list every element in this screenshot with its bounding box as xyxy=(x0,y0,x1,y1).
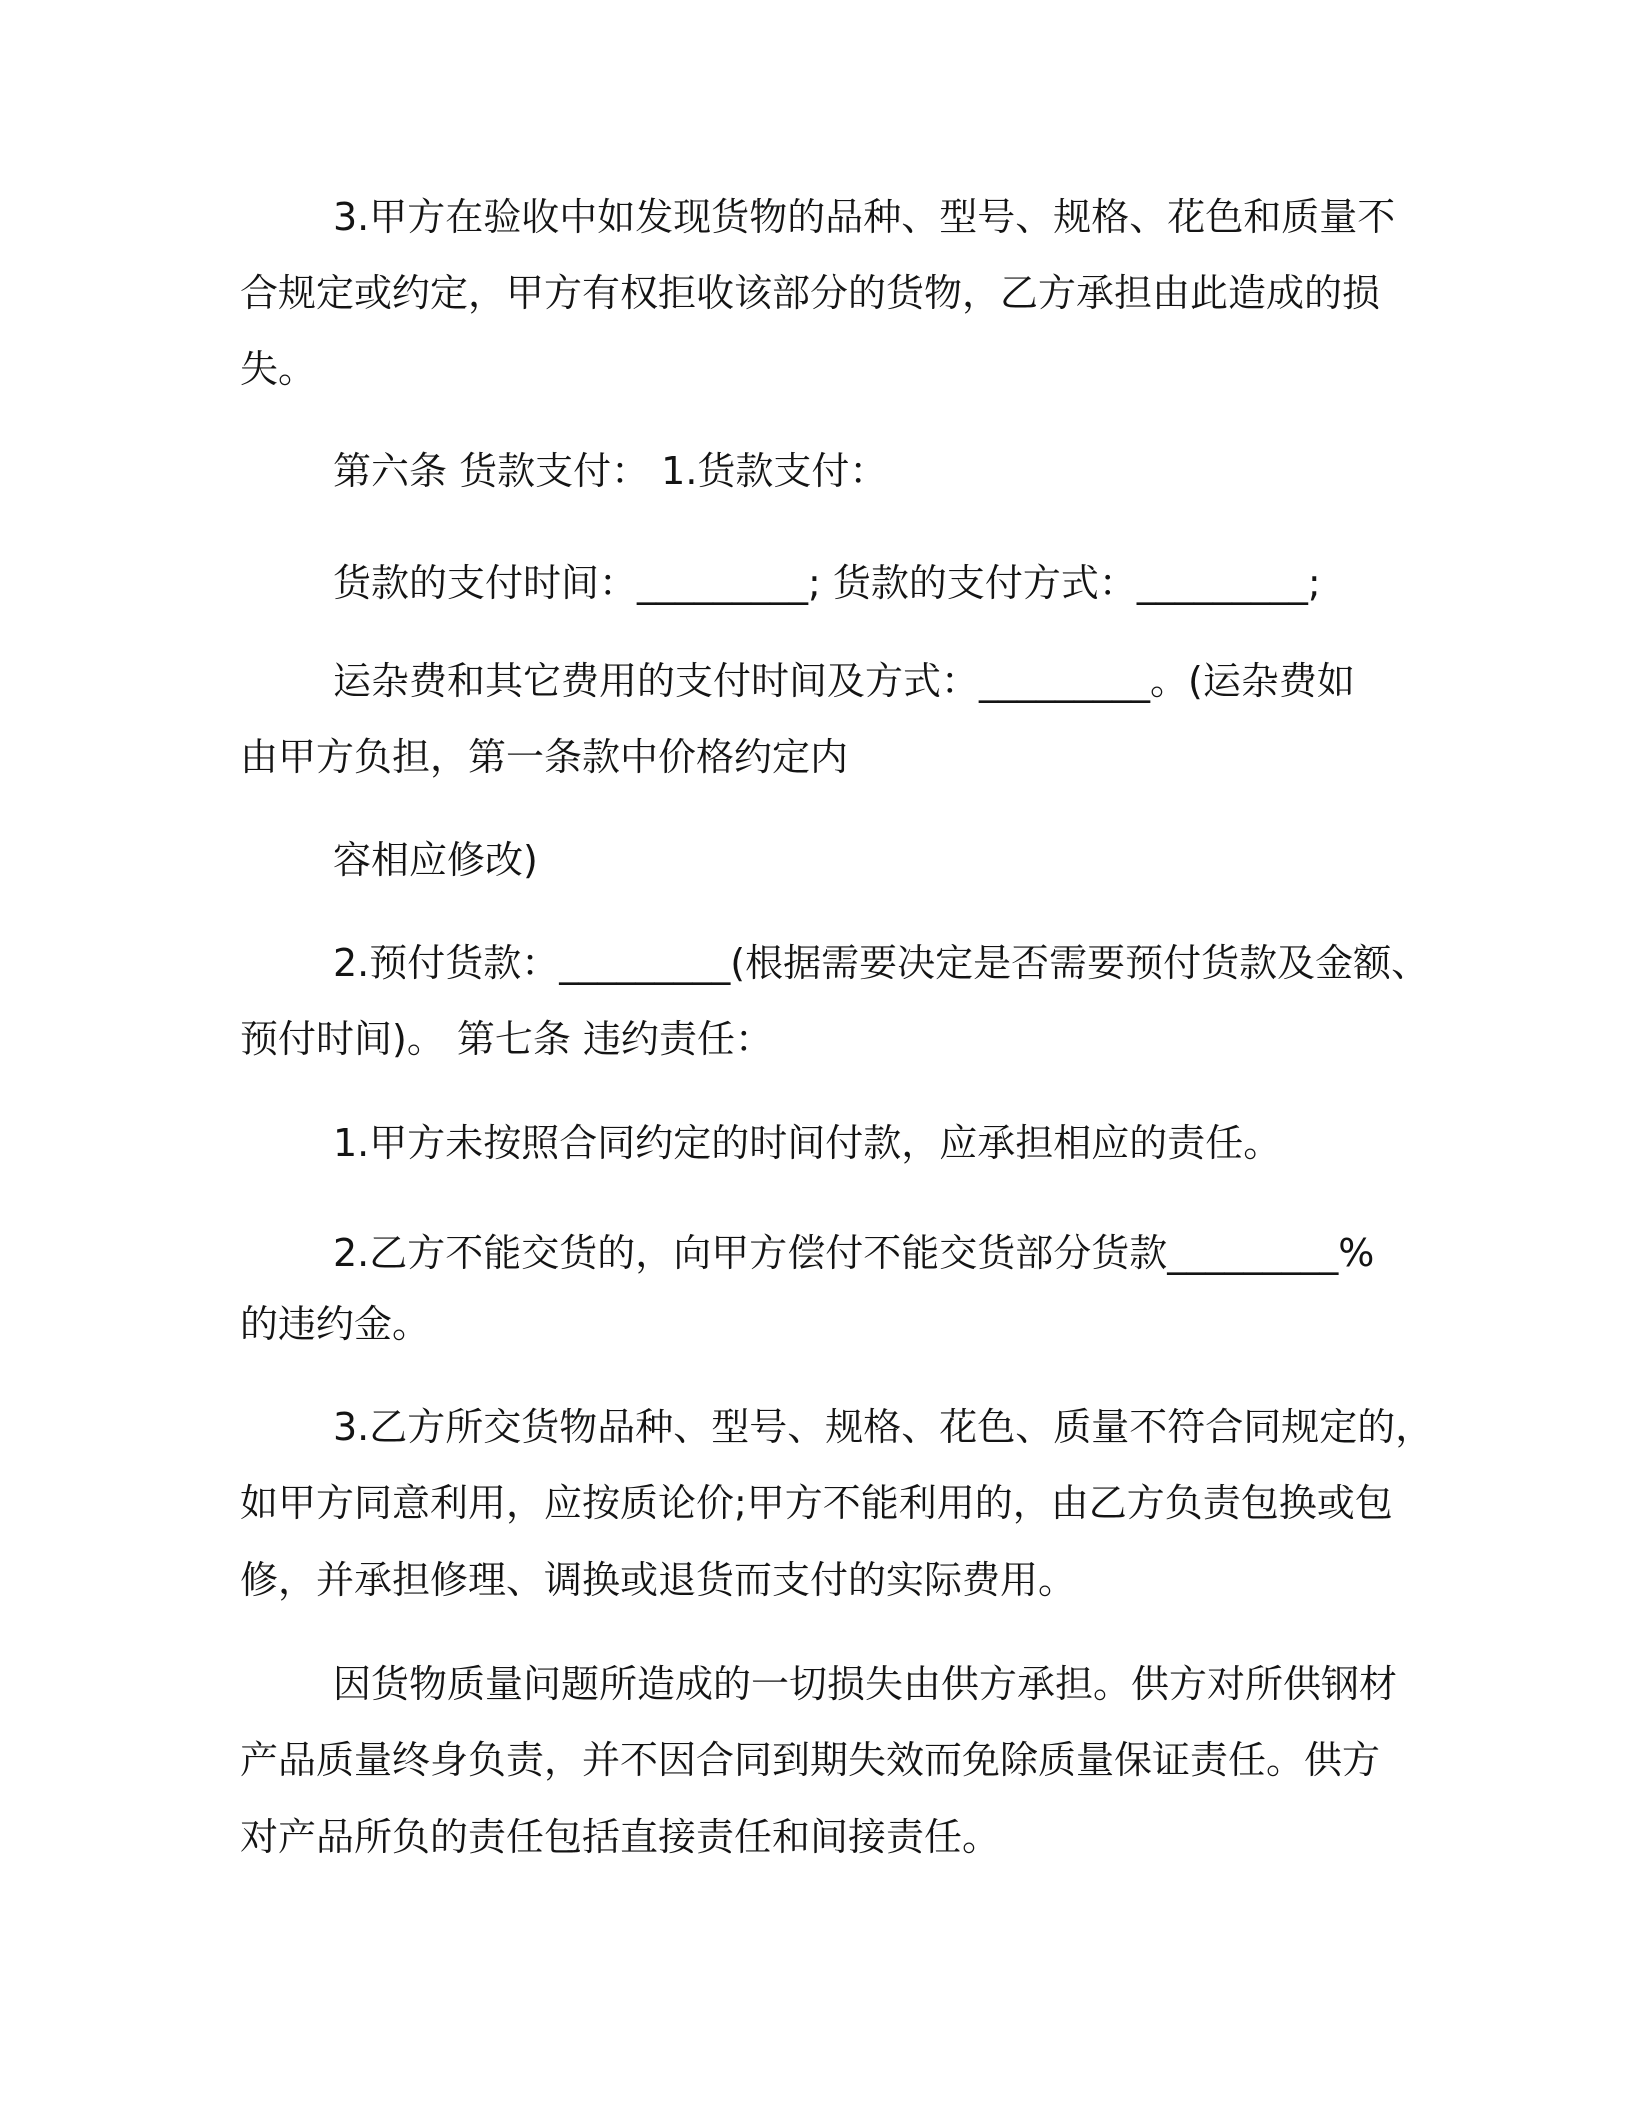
paragraph-line: 运杂费和其它费用的支付时间及方式：_________。(运杂费如 xyxy=(333,659,1355,703)
paragraph-line: 的违约金。 xyxy=(240,1302,431,1346)
article-heading: 第六条 货款支付： 1.货款支付： xyxy=(333,449,888,493)
paragraph-line: 1.甲方未按照合同约定的时间付款，应承担相应的责任。 xyxy=(333,1121,1282,1165)
paragraph-line: 容相应修改) xyxy=(333,838,538,882)
paragraph-line: 合规定或约定，甲方有权拒收该部分的货物，乙方承担由此造成的损 xyxy=(240,271,1381,315)
paragraph-line: 2.乙方不能交货的，向甲方偿付不能交货部分货款_________% xyxy=(333,1231,1375,1275)
paragraph-line: 如甲方同意利用，应按质论价;甲方不能利用的，由乙方负责包换或包 xyxy=(240,1481,1393,1525)
paragraph-line: 预付时间)。 第七条 违约责任： xyxy=(240,1017,773,1061)
paragraph-line: 3.甲方在验收中如发现货物的品种、型号、规格、花色和质量不 xyxy=(333,195,1396,239)
paragraph-line: 产品质量终身负责，并不因合同到期失效而免除质量保证责任。供方 xyxy=(240,1738,1381,1782)
paragraph-line: 3.乙方所交货物品种、型号、规格、花色、质量不符合同规定的， xyxy=(333,1405,1434,1449)
paragraph-line: 2.预付货款：_________(根据需要决定是否需要预付货款及金额、 xyxy=(333,941,1430,985)
paragraph-line: 修，并承担修理、调换或退货而支付的实际费用。 xyxy=(240,1558,1077,1602)
paragraph-line: 对产品所负的责任包括直接责任和间接责任。 xyxy=(240,1815,1001,1859)
paragraph-line: 因货物质量问题所造成的一切损失由供方承担。供方对所供钢材 xyxy=(333,1662,1398,1706)
paragraph-line: 货款的支付时间：_________; 货款的支付方式：_________; xyxy=(333,561,1321,605)
paragraph-line: 失。 xyxy=(240,347,317,391)
paragraph-line: 由甲方负担，第一条款中价格约定内 xyxy=(240,735,849,779)
